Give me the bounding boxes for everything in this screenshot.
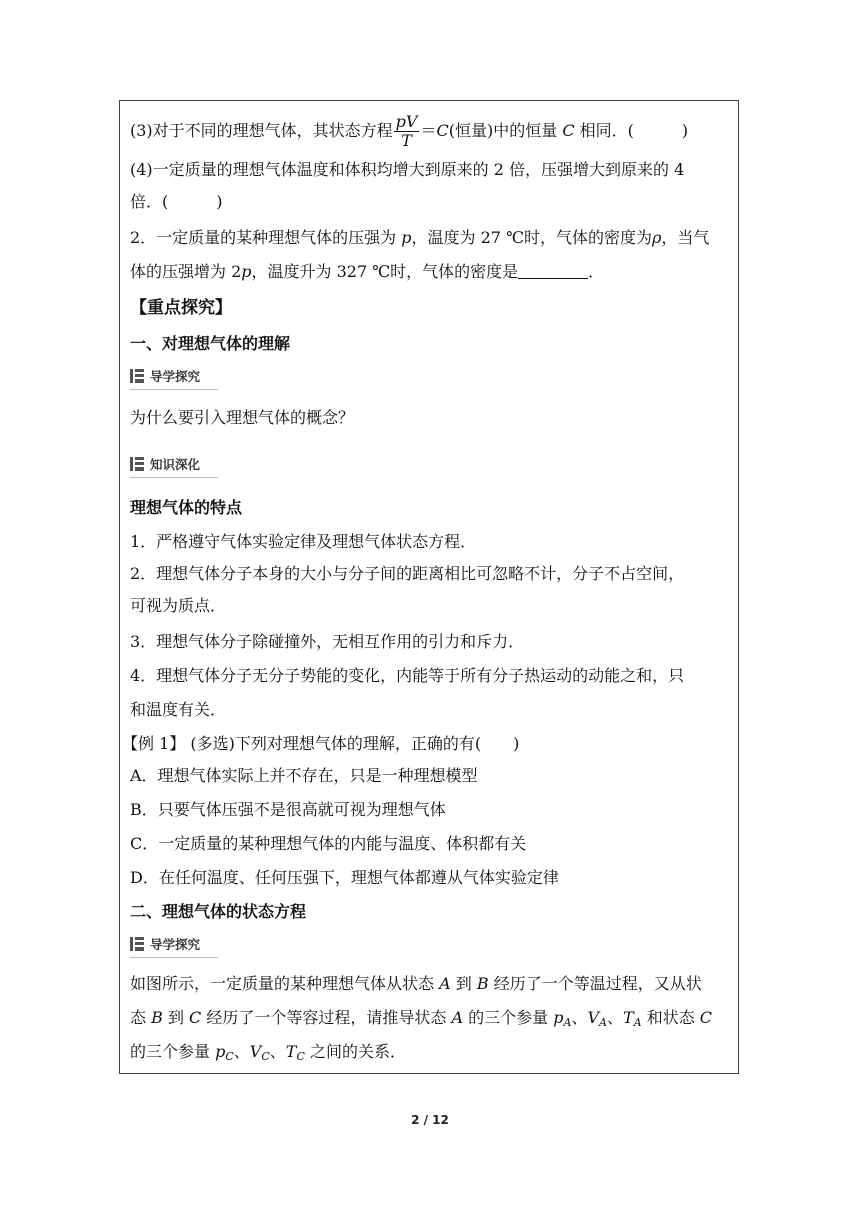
content-frame xyxy=(119,100,739,1074)
state-a: A xyxy=(439,974,451,993)
answer-blank xyxy=(518,262,588,279)
option-b: B．只要气体压强不是很高就可视为理想气体 xyxy=(130,800,446,819)
knowledge-tag-label: 知识深化 xyxy=(150,457,201,472)
subscript: C xyxy=(261,1050,270,1063)
var-p: p xyxy=(241,262,252,281)
state-c: C xyxy=(189,1008,202,1027)
separator: 、 xyxy=(606,1008,623,1027)
q2-text: 2．一定质量的某种理想气体的压强为 xyxy=(130,228,402,247)
example-1 xyxy=(122,733,519,755)
paragraph-line2 xyxy=(130,1007,712,1034)
fraction-numerator: pV xyxy=(395,112,418,131)
divider xyxy=(130,389,218,390)
option-a: A．理想气体实际上并不存在，只是一种理想模型 xyxy=(130,766,478,785)
example-label: 【例 1】 xyxy=(122,734,186,753)
para-text: 和状态 xyxy=(641,1008,700,1027)
feature-3: 3．理想气体分子除碰撞外，无相互作用的引力和斥力． xyxy=(130,632,525,651)
paragraph-line3 xyxy=(130,1041,406,1068)
knowledge-tag xyxy=(130,453,200,475)
para-text: 的三个参量 xyxy=(130,1042,216,1061)
question-3 xyxy=(130,113,688,150)
section-2-title: 二、理想气体的状态方程 xyxy=(130,902,307,921)
state-c: C xyxy=(699,1008,713,1027)
feature-2-line1: 2．理想气体分子本身的大小与分子间的距离相比可忽略不计，分子不占空间， xyxy=(130,564,685,583)
example-text: (多选)下列对理想气体的理解，正确的有( ) xyxy=(185,734,520,753)
divider xyxy=(130,477,218,478)
option-d: D．在任何温度、任何压强下，理想气体都遵从气体实验定律 xyxy=(130,868,559,887)
para-text: 如图所示，一定质量的某种理想气体从状态 xyxy=(130,974,440,993)
var-v: V xyxy=(249,1042,262,1061)
q3-text: (3)对于不同的理想气体，其状态方程 xyxy=(130,121,393,140)
separator: 、 xyxy=(269,1042,286,1061)
subscript: A xyxy=(599,1016,607,1029)
constant-c: C xyxy=(436,121,449,140)
subscript: C xyxy=(225,1050,234,1063)
q2-text: ，当气 xyxy=(661,228,710,247)
list-icon xyxy=(130,457,144,471)
constant-c: C xyxy=(562,121,575,140)
para-text: 之间的关系． xyxy=(304,1042,406,1061)
para-text: 的三个参量 xyxy=(463,1008,554,1027)
list-icon xyxy=(130,369,144,383)
subscript: A xyxy=(563,1016,572,1029)
var-t: T xyxy=(622,1008,634,1027)
subscript: C xyxy=(296,1050,305,1063)
var-v: V xyxy=(587,1008,600,1027)
equals-sign: ＝ xyxy=(420,121,437,140)
q3-mid: (恒量)中的恒量 xyxy=(448,121,563,140)
state-b: B xyxy=(476,974,489,993)
q2-text: ． xyxy=(588,262,605,281)
var-p: p xyxy=(401,228,412,247)
q2-text: 体的压强增为 2 xyxy=(130,262,242,281)
guide-tag-label: 导学探究 xyxy=(150,369,201,384)
divider xyxy=(130,957,218,958)
q2-text: ，温度为 27 ℃时，气体的密度为 xyxy=(411,228,652,247)
var-p: p xyxy=(553,1008,564,1027)
var-t: T xyxy=(285,1042,297,1061)
q2-text: ，温度升为 327 ℃时，气体的密度是 xyxy=(251,262,519,281)
guide-tag xyxy=(130,933,200,955)
feature-1: 1．严格遵守气体实验定律及理想气体状态方程． xyxy=(130,532,477,551)
question-2-line2 xyxy=(130,261,604,283)
q3-suffix: 相同．( ) xyxy=(574,121,689,140)
page-number: 2 / 12 xyxy=(411,1113,449,1127)
para-text: 到 xyxy=(162,1008,190,1027)
para-text: 经历了一个等容过程，请推导状态 xyxy=(201,1008,452,1027)
state-b: B xyxy=(151,1008,163,1027)
var-p: p xyxy=(215,1042,226,1061)
why-question: 为什么要引入理想气体的概念？ xyxy=(130,408,355,427)
question-2-line1 xyxy=(130,227,709,249)
fraction-denominator: T xyxy=(401,131,412,150)
paragraph-line1 xyxy=(130,973,702,995)
state-a: A xyxy=(451,1008,464,1027)
para-text: 经历了一个等温过程，又从状 xyxy=(488,974,702,993)
question-4-line1: (4)一定质量的理想气体温度和体积均增大到原来的 2 倍，压强增大到原来的 4 xyxy=(130,160,685,179)
option-c: C．一定质量的某种理想气体的内能与温度、体积都有关 xyxy=(130,834,527,853)
subscript: A xyxy=(633,1016,642,1029)
section-key-heading: 【重点探究】 xyxy=(130,298,232,318)
separator: 、 xyxy=(233,1042,250,1061)
pv-over-t-fraction xyxy=(394,113,420,150)
question-4-line2: 倍．( ) xyxy=(130,192,223,211)
section-1-title: 一、对理想气体的理解 xyxy=(130,334,291,353)
feature-2-line2: 可视为质点． xyxy=(130,596,227,615)
feature-4-line2: 和温度有关． xyxy=(130,700,227,719)
separator: 、 xyxy=(571,1008,588,1027)
feature-4-line1: 4．理想气体分子无分子势能的变化，内能等于所有分子热运动的动能之和，只 xyxy=(130,666,685,685)
para-text: 到 xyxy=(450,974,477,993)
guide-tag xyxy=(130,365,200,387)
var-rho: ρ xyxy=(651,228,662,247)
para-text: 态 xyxy=(130,1008,152,1027)
features-title: 理想气体的特点 xyxy=(130,498,243,517)
list-icon xyxy=(130,937,144,951)
guide-tag-label: 导学探究 xyxy=(150,937,201,952)
